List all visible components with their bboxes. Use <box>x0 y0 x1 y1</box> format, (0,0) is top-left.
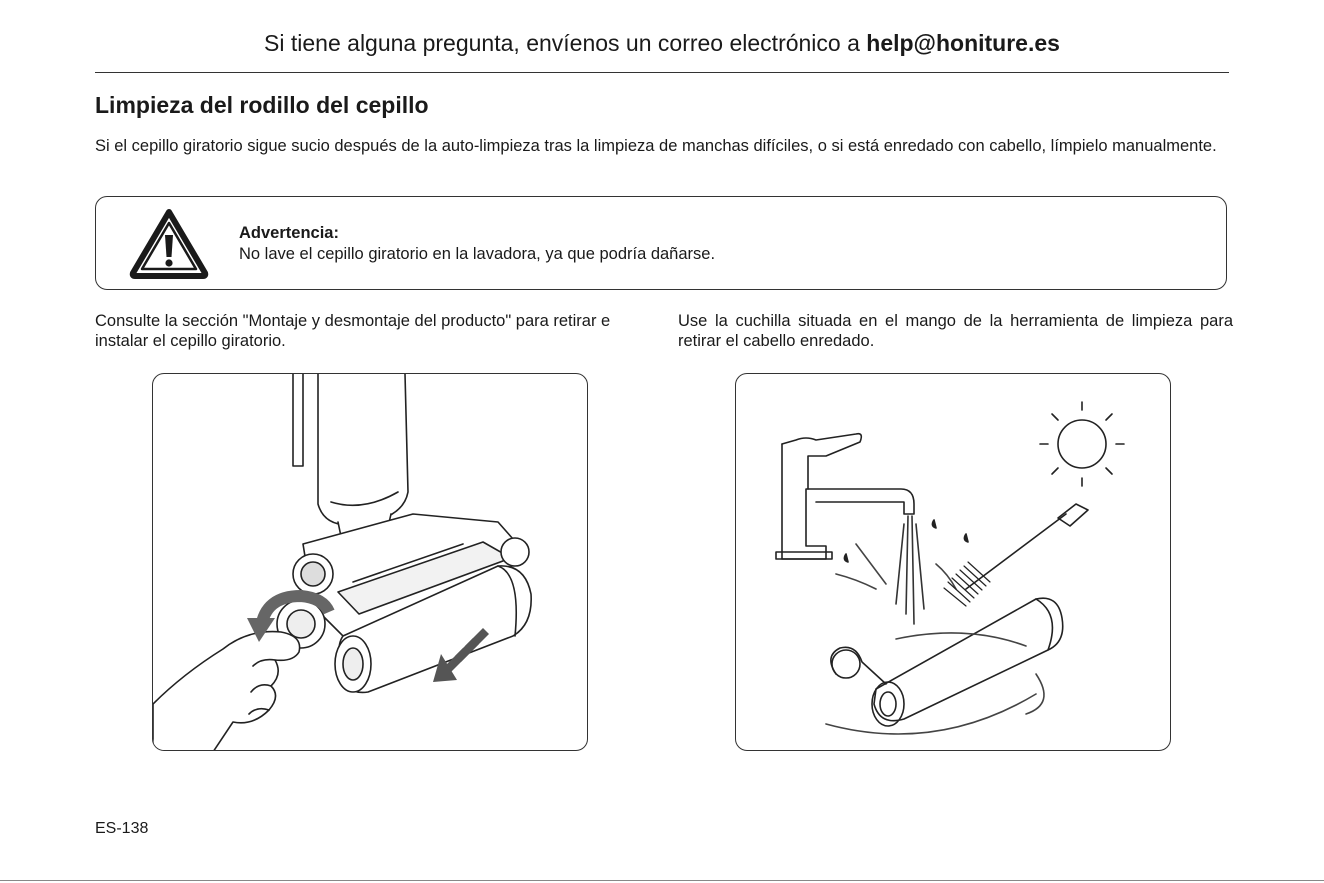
header-email[interactable]: help@honiture.es <box>866 30 1060 56</box>
warning-label: Advertencia: <box>239 224 339 242</box>
warning-text: No lave el cepillo giratorio en la lavadora, ya que podría dañarse. <box>239 245 716 263</box>
warning-triangle-icon <box>128 207 210 279</box>
right-column-text: Use la cuchilla situada en el mango de la herramienta de limpieza para retirar el cabello enredado. <box>678 312 1233 350</box>
brush-removal-figure <box>152 373 588 751</box>
brush-cleaning-figure <box>735 373 1171 751</box>
brush-roller-removal-illustration <box>153 374 588 751</box>
page-number: ES-138 <box>95 820 149 837</box>
page-header <box>0 30 1324 57</box>
header-text: Si tiene alguna pregunta, envíenos un correo electrónico a <box>264 30 867 56</box>
left-column-text: Consulte la sección "Montaje y desmontaje del producto" para retirar e instalar el cepillo giratorio. <box>95 312 611 350</box>
header-divider <box>95 72 1229 73</box>
section-title: Limpieza del rodillo del cepillo <box>95 92 429 118</box>
page-bottom-edge <box>0 880 1324 881</box>
brush-roller-washing-drying-illustration <box>736 374 1171 751</box>
warning-box <box>95 196 1227 290</box>
section-intro: Si el cepillo giratorio sigue sucio después de la auto-limpieza tras la limpieza de manchas difíciles, o si está enredado con cabello, límpielo manualmente. <box>95 137 1217 155</box>
